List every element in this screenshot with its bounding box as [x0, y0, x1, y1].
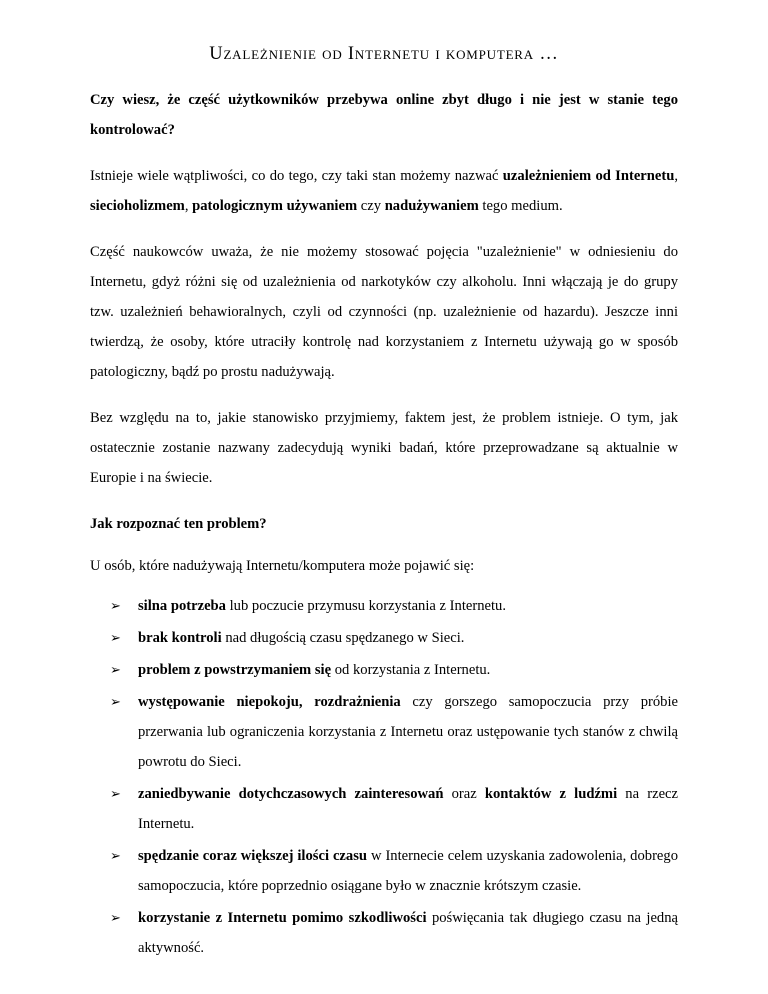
- separator: ,: [674, 168, 678, 184]
- list-item: [110, 687, 678, 777]
- term-naduzywanie: nadużywaniem: [384, 198, 479, 214]
- arrow-bullet-icon: ➢: [110, 848, 121, 863]
- list-item-bold: problem z powstrzymaniem się: [138, 662, 332, 678]
- paragraph-scientists: Część naukowców uważa, że nie możemy stosować pojęcia "uzależnienie" w odniesieniu do Internetu, gdyż różni się od uzależnienia od narkotyków czy alkoholu. Inni włączają je do grupy tzw. uzależnień behawioralnych, czyli od czynności (np. uzależnienie od hazardu). Jeszcze inni twierdzą, że osoby, które utraciły kontrolę nad korzystaniem z Internetu używają go w sposób patologiczny, bądź po prostu nadużywają.: [90, 244, 678, 380]
- term-uzaleznienie: uzależnieniem od Internetu: [502, 168, 675, 184]
- list-item: [110, 591, 678, 621]
- paragraph-terms-end: tego medium.: [478, 198, 563, 214]
- list-item-bold: silna potrzeba: [138, 598, 226, 614]
- paragraph-terms: [90, 161, 678, 221]
- list-item: [110, 903, 678, 963]
- list-intro: U osób, które nadużywają Internetu/komputera może pojawić się:: [90, 558, 475, 574]
- list-item-text: lub poczucie przymusu korzystania z Internetu.: [225, 598, 506, 614]
- term-siecioholizm: siecioholizmem: [90, 198, 185, 214]
- list-item: [110, 623, 678, 653]
- list-item-text: nad długością czasu spędzanego w Sieci.: [221, 630, 465, 646]
- paragraph-terms-text: Istnieje wiele wątpliwości, co do tego, czy taki stan możemy nazwać: [90, 168, 503, 184]
- arrow-bullet-icon: ➢: [110, 630, 121, 645]
- list-item-bold: zaniedbywanie dotychczasowych zainteresowań: [138, 786, 444, 802]
- intro-question: Czy wiesz, że część użytkowników przebywa online zbyt długo i nie jest w stanie tego kontrolować?: [90, 92, 678, 138]
- arrow-bullet-icon: ➢: [110, 598, 121, 613]
- list-item-bold: występowanie niepokoju, rozdrażnienia: [138, 694, 401, 710]
- term-patologiczne-uzywanie: patologicznym używaniem: [192, 198, 358, 214]
- list-item-bold: brak kontroli: [138, 630, 222, 646]
- arrow-bullet-icon: ➢: [110, 786, 121, 801]
- list-item-text: w Internecie celem uzyskania zadowolenia, dobrego samopoczucia, które poprzednio osiągane było w znacznie krótszym czasie.: [138, 848, 678, 894]
- list-item-text: poświęcania tak długiego czasu na jedną aktywność.: [138, 910, 678, 956]
- list-item-bold: kontaktów z ludźmi: [484, 786, 618, 802]
- list-item-text: od korzystania z Internetu.: [331, 662, 491, 678]
- list-item-bold: korzystanie z Internetu pomimo szkodliwości: [138, 910, 427, 926]
- symptom-list: [110, 591, 678, 963]
- arrow-bullet-icon: ➢: [110, 910, 121, 925]
- arrow-bullet-icon: ➢: [110, 662, 121, 677]
- section-heading: Jak rozpoznać ten problem?: [90, 516, 267, 532]
- arrow-bullet-icon: ➢: [110, 694, 121, 709]
- separator: ,: [184, 198, 193, 214]
- list-item-text: czy gorszego samopoczucia przy próbie przerwania lub ograniczenia korzystania z Internetu oraz ustępowanie tych stanów z chwilą powrotu do Sieci.: [138, 694, 678, 770]
- list-item: [110, 779, 678, 839]
- list-item-text: oraz: [443, 786, 485, 802]
- list-item: [110, 841, 678, 901]
- paragraph-problem-exists: Bez względu na to, jakie stanowisko przyjmiemy, faktem jest, że problem istnieje. O tym, jak ostatecznie zostanie nazwany zadecydują wyniki badań, które przeprowadzane są aktualnie w Europie i na świecie.: [90, 410, 678, 486]
- list-item: [110, 655, 678, 685]
- list-item-text: na rzecz Internetu.: [138, 786, 679, 832]
- list-item-bold: spędzanie coraz większej ilości czasu: [138, 848, 367, 864]
- connector: czy: [357, 198, 385, 214]
- page-title: Uzależnienie od Internetu i komputera …: [209, 44, 559, 64]
